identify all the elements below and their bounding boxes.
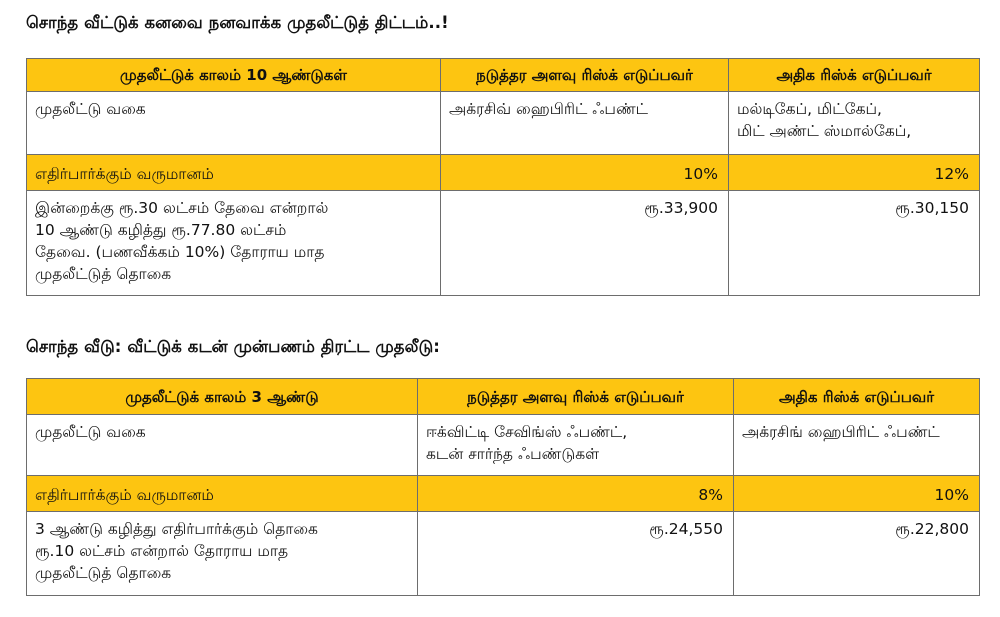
table-row <box>27 476 980 512</box>
label-line: தேவை. (பணவீக்கம் 10%) தோராய மாத <box>35 243 325 261</box>
high-risk-investment-type: அக்ரசிங் ஹைபிரிட் ஃபண்ட் <box>734 415 980 476</box>
section2-table <box>26 378 980 596</box>
header-investment-period: முதலீட்டுக் காலம் 3 ஆண்டு <box>27 379 418 415</box>
investment-type-line: கடன் சார்ந்த ஃபண்டுகள் <box>426 445 600 463</box>
investment-type-line: மிட் அண்ட் ஸ்மால்கேப், <box>737 122 912 140</box>
row-label-monthly-investment <box>27 512 418 596</box>
table-row <box>27 415 980 476</box>
label-line: முதலீட்டுத் தொகை <box>35 564 172 582</box>
table-row <box>27 155 980 191</box>
high-risk-expected-return: 12% <box>729 155 980 191</box>
investment-type-line: ஈக்விட்டி சேவிங்ஸ் ஃபண்ட், <box>426 423 628 441</box>
high-risk-monthly-amount: ரூ.30,150 <box>729 191 980 296</box>
row-label-expected-return: எதிர்பார்க்கும் வருமானம் <box>27 476 418 512</box>
table-header-row <box>27 59 980 92</box>
label-line: இன்றைக்கு ரூ.30 லட்சம் தேவை என்றால் <box>35 199 329 217</box>
header-moderate-risk: நடுத்தர அளவு ரிஸ்க் எடுப்பவர் <box>418 379 734 415</box>
table-row <box>27 512 980 596</box>
row-label-monthly-investment <box>27 191 441 296</box>
moderate-risk-expected-return: 8% <box>418 476 734 512</box>
moderate-risk-monthly-amount: ரூ.33,900 <box>441 191 729 296</box>
table-row <box>27 191 980 296</box>
section2-title: சொந்த வீடு: வீட்டுக் கடன் முன்பணம் திரட்ட முதலீடு: <box>26 337 440 356</box>
row-label-expected-return: எதிர்பார்க்கும் வருமானம் <box>27 155 441 191</box>
moderate-risk-monthly-amount: ரூ.24,550 <box>418 512 734 596</box>
row-label-investment-type: முதலீட்டு வகை <box>27 92 441 155</box>
investment-type-line: மல்டிகேப், மிட்கேப், <box>737 100 882 118</box>
label-line: 10 ஆண்டு கழித்து ரூ.77.80 லட்சம் <box>35 221 287 239</box>
label-line: முதலீட்டுத் தொகை <box>35 265 172 283</box>
high-risk-expected-return: 10% <box>734 476 980 512</box>
section1-title: சொந்த வீட்டுக் கனவை நனவாக்க முதலீட்டுத் திட்டம்..! <box>26 13 449 32</box>
moderate-risk-investment-type: அக்ரசிவ் ஹைபிரிட் ஃபண்ட் <box>441 92 729 155</box>
label-line: ரூ.10 லட்சம் என்றால் தோராய மாத <box>35 542 289 560</box>
section1-table <box>26 58 980 296</box>
high-risk-investment-type <box>729 92 980 155</box>
high-risk-monthly-amount: ரூ.22,800 <box>734 512 980 596</box>
header-high-risk: அதிக ரிஸ்க் எடுப்பவர் <box>734 379 980 415</box>
label-line: 3 ஆண்டு கழித்து எதிர்பார்க்கும் தொகை <box>35 520 318 538</box>
table-header-row <box>27 379 980 415</box>
header-high-risk: அதிக ரிஸ்க் எடுப்பவர் <box>729 59 980 92</box>
moderate-risk-investment-type <box>418 415 734 476</box>
header-investment-period: முதலீட்டுக் காலம் 10 ஆண்டுகள் <box>27 59 441 92</box>
table-row <box>27 92 980 155</box>
row-label-investment-type: முதலீட்டு வகை <box>27 415 418 476</box>
moderate-risk-expected-return: 10% <box>441 155 729 191</box>
header-moderate-risk: நடுத்தர அளவு ரிஸ்க் எடுப்பவர் <box>441 59 729 92</box>
